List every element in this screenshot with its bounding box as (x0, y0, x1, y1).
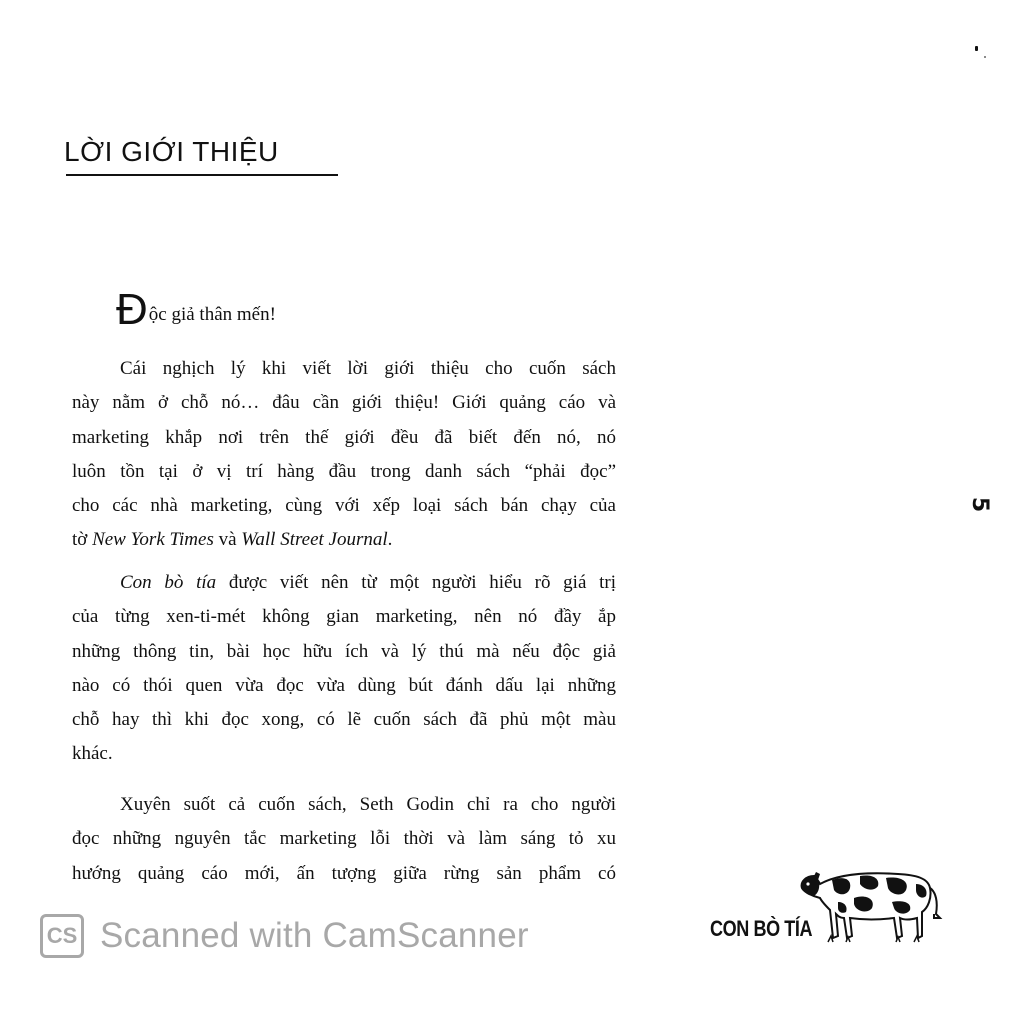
paragraph-1 (72, 352, 616, 558)
greeting (116, 285, 276, 334)
text-line: cho các nhà marketing, cùng với xếp loại sách bán chạy của (72, 495, 616, 517)
text-line: hướng quảng cáo mới, ấn tượng giữa rừng sản phẩm có (72, 862, 616, 884)
camscanner-logo-icon: CS (40, 914, 84, 958)
text-fragment: và (213, 529, 242, 551)
page-heading: LỜI GIỚI THIỆU (64, 136, 279, 167)
text-line (72, 523, 616, 557)
newspaper-title: New York Times (92, 529, 214, 551)
paragraph-3 (72, 788, 616, 891)
page-number: 5 (967, 496, 993, 513)
text-line: marketing khắp nơi trên thế giới đều đã biết đến nó, nó (72, 426, 616, 448)
text-line: này nằm ở chỗ nó… đâu cần giới thiệu! Giới quảng cáo và (72, 392, 616, 414)
newspaper-title: Wall Street Journal (241, 529, 388, 551)
text-fragment: . (387, 529, 393, 551)
text-fragment: tờ (72, 529, 93, 551)
text-line: đọc những nguyên tắc marketing lỗi thời và làm sáng tỏ xu (72, 828, 616, 850)
text-line: những thông tin, bài học hữu ích và lý thú mà nếu độc giả (72, 640, 616, 662)
text-line (72, 566, 616, 600)
text-line: luôn tồn tại ở vị trí hàng đầu trong danh sách “phải đọc” (72, 460, 616, 482)
camscanner-watermark (40, 910, 529, 962)
text-fragment: được viết nên từ một người hiểu rõ giá trị (216, 572, 616, 593)
book-brand-label: CON BÒ TÍA (710, 916, 813, 941)
text-line: của từng xen-ti-mét không gian marketing, nên nó đầy ắp (72, 606, 616, 628)
text-line: Cái nghịch lý khi viết lời giới thiệu cho cuốn sách (120, 358, 616, 379)
scan-speck (975, 46, 978, 51)
text-line: Xuyên suốt cả cuốn sách, Seth Godin chỉ ra cho người (120, 794, 616, 815)
text-line: chỗ hay thì khi đọc xong, có lẽ cuốn sách đã phủ một màu (72, 709, 616, 731)
text-line: nào có thói quen vừa đọc vừa dùng bút đánh dấu lại những (72, 674, 616, 696)
scan-speck (984, 56, 986, 58)
cow-icon (798, 862, 944, 948)
watermark-text: Scanned with CamScanner (100, 916, 529, 955)
paragraph-2 (72, 566, 616, 772)
drop-cap: Đ (116, 285, 148, 334)
book-title: Con bò tía (120, 572, 217, 593)
heading-underline (66, 174, 338, 176)
greeting-text: ộc giả thân mến! (148, 304, 276, 325)
text-line: khác. (72, 743, 113, 765)
